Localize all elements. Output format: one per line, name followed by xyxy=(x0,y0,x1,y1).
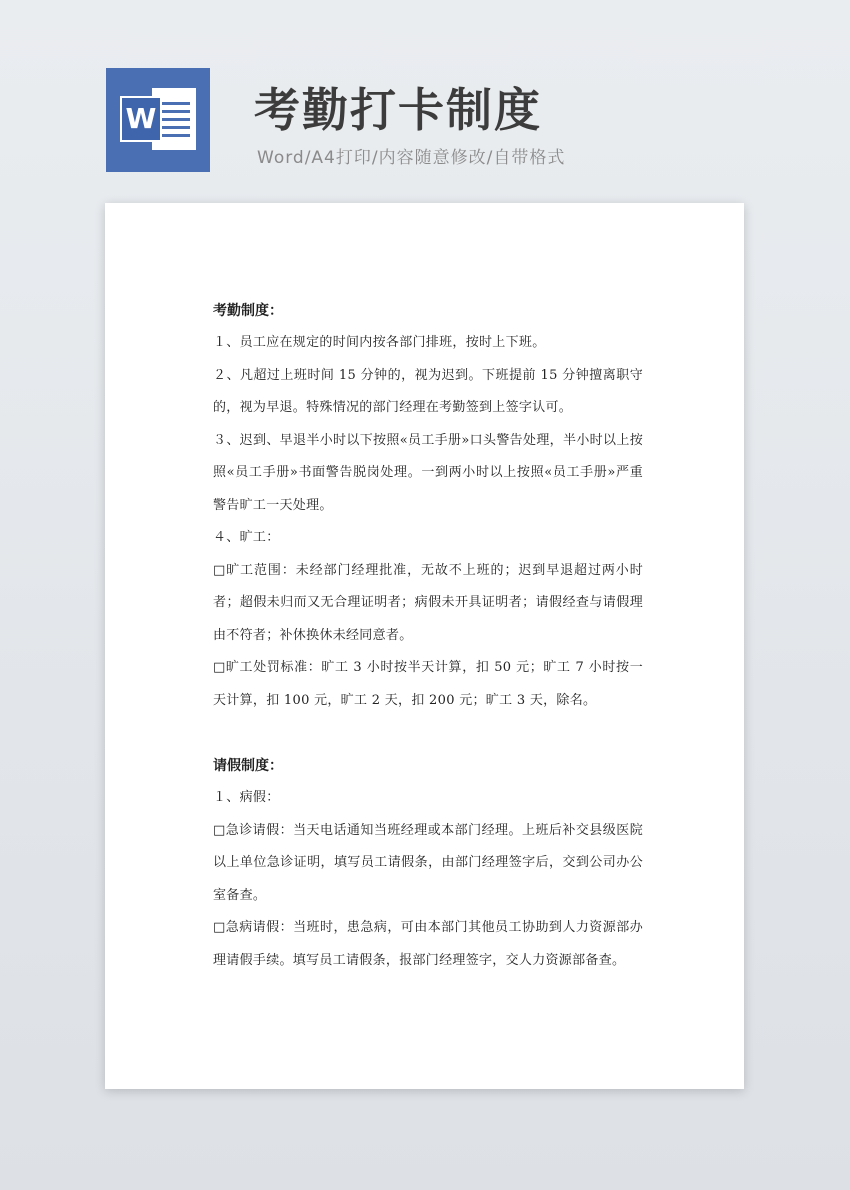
paragraph: □旷工处罚标准：旷工 3 小时按半天计算，扣 50 元；旷工 7 小时按一天计算，扣 100 元，旷工 2 天，扣 200 元；旷工 3 天，除名。 xyxy=(213,660,643,708)
document-page xyxy=(105,203,744,1089)
paragraph: □急诊请假：当天电话通知当班经理或本部门经理。上班后补交县级医院以上单位急诊证明，填写员工请假条，由部门经理签字后，交到公司办公室备查。 xyxy=(213,822,643,903)
section-title-leave: 请假制度： xyxy=(213,758,283,774)
paragraph: □旷工范围：未经部门经理批准，无故不上班的；迟到早退超过两小时者；超假未归而又无合理证明者；病假未开具证明者；请假经查与请假理由不符者；补休换休未经同意者。 xyxy=(213,562,643,643)
paragraph: ３、迟到、早退半小时以下按照«员工手册»口头警告处理，半小时以上按照«员工手册»书面警告脱岗处理。一到两小时以上按照«员工手册»严重警告旷工一天处理。 xyxy=(213,432,643,513)
page-subtitle: Word/A4打印/内容随意修改/自带格式 xyxy=(257,148,566,168)
document-content xyxy=(213,295,643,977)
word-logo-icon xyxy=(106,68,210,172)
word-letter-icon: W xyxy=(120,96,162,142)
paragraph: ２、凡超过上班时间 15 分钟的，视为迟到。下班提前 15 分钟擅离职守的，视为早退。特殊情况的部门经理在考勤签到上签字认可。 xyxy=(213,367,643,415)
paragraph: １、员工应在规定的时间内按各部门排班，按时上下班。 xyxy=(213,335,546,350)
paragraph: □急病请假：当班时，患急病，可由本部门其他员工协助到人力资源部办理请假手续。填写员工请假条，报部门经理签字，交人力资源部备查。 xyxy=(213,920,643,968)
paragraph: ４、旷工： xyxy=(213,530,280,545)
section-title-attendance: 考勤制度： xyxy=(213,303,283,319)
page-title: 考勤打卡制度 xyxy=(254,83,542,137)
paragraph: １、病假： xyxy=(213,790,280,805)
